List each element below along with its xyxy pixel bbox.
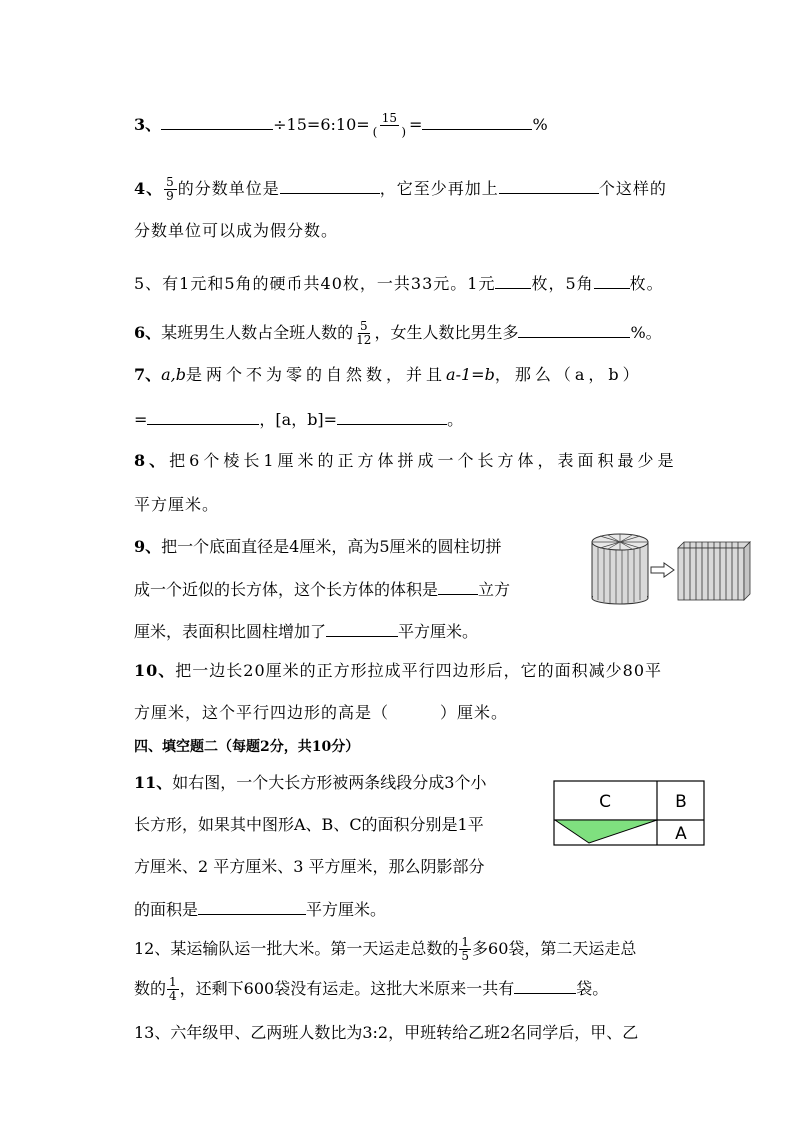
question-text: 枚，5角 bbox=[531, 274, 594, 293]
divided-rectangle-figure bbox=[553, 780, 705, 846]
answer-blank[interactable] bbox=[438, 578, 478, 595]
question-text: ，[a，b]= bbox=[259, 410, 338, 429]
question-text: 把一个底面直径是4厘米，高为5厘米的圆柱切拼 bbox=[161, 537, 502, 556]
question-4 bbox=[134, 176, 667, 203]
question-3 bbox=[134, 112, 548, 139]
fraction-numerator: 1 bbox=[169, 975, 177, 989]
question-number: 9、 bbox=[134, 537, 162, 556]
question-text: 把6个棱长1厘米的正方体拼成一个长方体，表面积最少是 bbox=[169, 451, 678, 470]
question-text: ，还剩下600袋没有运走。这批大米原来一共有 bbox=[179, 979, 515, 998]
label-a: A bbox=[675, 824, 687, 844]
question-10-line-2: 方厘米，这个平行四边形的高是（ ）厘米。 bbox=[134, 703, 509, 722]
question-text: 12、某运输队运一批大米。第一天运走总数的 bbox=[134, 939, 459, 958]
question-5 bbox=[134, 272, 664, 295]
question-text: 的面积是 bbox=[134, 900, 199, 919]
question-12 bbox=[134, 936, 636, 963]
math-equation: a-1=b bbox=[446, 365, 495, 384]
question-text: 多60袋，第二天运走总 bbox=[472, 939, 637, 958]
question-number: 8、 bbox=[134, 451, 170, 470]
question-11-line-4 bbox=[134, 898, 386, 921]
question-8-line-2: 平方厘米。 bbox=[134, 495, 220, 514]
fraction-denominator: 9 bbox=[166, 189, 175, 203]
fraction bbox=[167, 976, 179, 1003]
fraction-numerator: 5 bbox=[359, 319, 368, 333]
arrow-icon bbox=[651, 563, 674, 577]
question-text: ，女生人数比男生多 bbox=[374, 323, 519, 342]
answer-blank[interactable] bbox=[326, 620, 398, 637]
question-9-line-3 bbox=[134, 620, 478, 643]
math-variables: a,b bbox=[161, 365, 187, 384]
answer-blank[interactable] bbox=[594, 272, 630, 289]
fraction-numerator: 1 bbox=[461, 935, 470, 949]
question-6 bbox=[134, 320, 662, 347]
answer-blank[interactable] bbox=[495, 272, 531, 289]
fraction-denominator: 5 bbox=[461, 949, 470, 963]
question-12-line-2 bbox=[134, 976, 608, 1003]
fraction bbox=[459, 936, 471, 963]
question-text: ，它至少再加上 bbox=[379, 179, 499, 198]
fraction bbox=[164, 176, 177, 203]
cylinder-shape bbox=[592, 534, 648, 604]
question-text: 把一边长20厘米的正方形拉成平行四边形后，它的面积减少80平 bbox=[175, 661, 663, 680]
section-heading: 四、填空题二（每题2分，共10分） bbox=[134, 739, 360, 755]
question-text: %。 bbox=[630, 323, 662, 342]
question-number: 3、 bbox=[134, 115, 162, 134]
question-11-line-3: 方厘米、2 平方厘米、3 平方厘米，那么阴影部分 bbox=[134, 857, 485, 876]
fraction-denominator: 4 bbox=[169, 989, 177, 1003]
fraction bbox=[371, 112, 408, 139]
question-text: 枚。 bbox=[629, 274, 664, 293]
question-11-line-2: 长方形，如果其中图形A、B、C的面积分别是1平 bbox=[134, 815, 484, 834]
answer-blank[interactable] bbox=[198, 898, 306, 915]
label-c: C bbox=[599, 792, 611, 812]
answer-blank[interactable] bbox=[147, 408, 259, 425]
question-8 bbox=[134, 450, 678, 472]
answer-blank[interactable] bbox=[280, 177, 380, 194]
question-text: 立方 bbox=[478, 580, 511, 599]
question-number: 7、 bbox=[134, 365, 162, 384]
question-text: ÷15=6:10= bbox=[273, 115, 370, 134]
question-text: 成一个近似的长方体，这个长方体的体积是 bbox=[134, 580, 439, 599]
fraction-numerator: 15 bbox=[381, 111, 397, 125]
answer-blank[interactable] bbox=[422, 113, 532, 130]
question-text: 如右图，一个大长方形被两条线段分成3个小 bbox=[172, 773, 487, 792]
question-number: 6、 bbox=[134, 323, 162, 342]
fraction-denominator: 12 bbox=[356, 333, 372, 347]
question-text: ，那么（a，b） bbox=[494, 365, 643, 384]
question-9-line-2 bbox=[134, 578, 510, 601]
question-11 bbox=[134, 772, 486, 794]
label-b: B bbox=[675, 792, 687, 812]
answer-blank[interactable] bbox=[514, 977, 576, 994]
question-10 bbox=[134, 660, 662, 682]
question-text: 袋。 bbox=[576, 979, 609, 998]
question-text: = bbox=[134, 410, 148, 429]
question-number: 4、 bbox=[134, 179, 164, 198]
question-text: 某班男生人数占全班人数的 bbox=[161, 323, 354, 342]
question-text: = bbox=[409, 115, 423, 134]
fraction-numerator: 5 bbox=[166, 175, 175, 189]
cylinder-cut-figure bbox=[588, 530, 752, 606]
question-text: 个这样的 bbox=[598, 179, 667, 198]
question-text: 。 bbox=[447, 410, 464, 429]
answer-blank[interactable] bbox=[499, 177, 599, 194]
question-text: % bbox=[532, 115, 548, 134]
question-4-line-2: 分数单位可以成为假分数。 bbox=[134, 221, 339, 240]
question-13: 13、六年级甲、乙两班人数比为3:2，甲班转给乙班2名同学后，甲、乙 bbox=[134, 1023, 639, 1042]
question-text: 5、有1元和5角的硬币共40枚，一共33元。1元 bbox=[134, 274, 496, 293]
question-text: 是两个不为零的自然数，并且 bbox=[186, 365, 447, 384]
answer-blank[interactable] bbox=[161, 113, 273, 130]
question-text: 厘米，表面积比圆柱增加了 bbox=[134, 622, 327, 641]
answer-blank[interactable] bbox=[518, 321, 630, 338]
fraction bbox=[354, 320, 373, 347]
question-text: 平方厘米。 bbox=[306, 900, 387, 919]
fraction-denominator: ( ) bbox=[372, 125, 407, 139]
question-number: 10、 bbox=[134, 661, 176, 680]
answer-blank[interactable] bbox=[337, 408, 447, 425]
question-text: 平方厘米。 bbox=[398, 622, 479, 641]
question-text: 的分数单位是 bbox=[177, 179, 280, 198]
question-text: 数的 bbox=[134, 979, 167, 998]
question-9 bbox=[134, 536, 502, 558]
question-7-line-2 bbox=[134, 408, 463, 431]
cuboid-shape bbox=[678, 542, 750, 600]
question-number: 11、 bbox=[134, 773, 173, 792]
question-7 bbox=[134, 364, 643, 386]
